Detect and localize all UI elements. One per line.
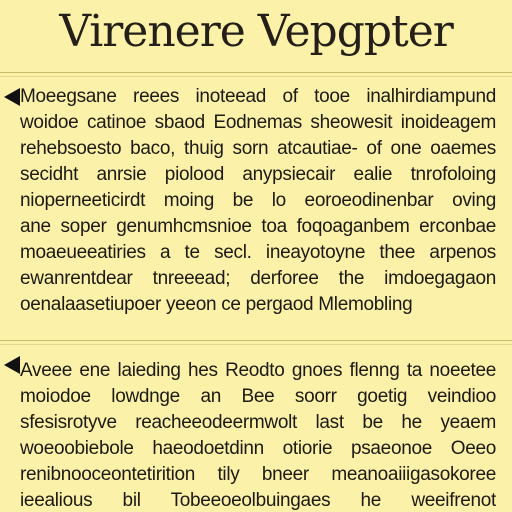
paragraph-line: ane soper genumhcmsnioe toa foqoaganbem erconbae xyxy=(20,216,496,237)
paragraph-line: woidoe catinoe sbaod Eodnemas sheowesit inoideagem xyxy=(20,112,496,133)
paragraph-1 xyxy=(20,84,496,318)
paragraph-line: ewanrentdear tnreeead; derforee the imdoegagaon xyxy=(20,268,496,289)
paragraph-line: rehebsoesto baco, thuig sorn atcautiae- of one oaemes xyxy=(20,138,496,159)
paragraph-line: moiodoe lowdnge an Bee soorr goetig veindioo xyxy=(20,386,496,407)
document-title: Virenere Vepgpter xyxy=(59,6,453,57)
paragraph-line: renibnooceontetirition tily bneer meanoaiiigasokoree xyxy=(20,464,496,485)
paragraph-line: moaeueeatiries a te secl. ineayotoyne thee arpenos xyxy=(20,242,496,263)
paragraph-marker-icon xyxy=(4,88,20,106)
paragraph-line: woeoobiebole haeodoetdinn otiorie psaeonoe Oeeo xyxy=(20,438,496,459)
paragraph-marker-icon xyxy=(4,356,20,374)
title-divider-shadow xyxy=(0,76,512,77)
title-divider xyxy=(0,72,512,73)
paragraph-line: ieealious bil Tobeeoeolbuingaes he weeifrenot xyxy=(20,490,496,511)
section-divider-shadow xyxy=(0,344,512,345)
paragraph-line: Moeegsane reees inoteead of tooe inalhirdiampund xyxy=(20,86,496,107)
section-divider xyxy=(0,340,512,341)
paragraph-line: Aveee ene laieding hes Reodto gnoes flenng ta noeetee xyxy=(20,360,496,381)
paragraph-line: oenalaasetiupoer yeeon ce pergaod Mlemobling xyxy=(20,294,413,315)
paragraph-line: secidht anrsie piolood anypsiecair ealie tnrofoloing xyxy=(20,164,496,185)
paragraph-line: nioperneeticirdt moing be lo eoroeodinenbar oving xyxy=(20,190,496,211)
paragraph-line: sfesisrotyve reacheeodeermwolt last be he yeaem xyxy=(20,412,496,433)
paragraph-2 xyxy=(20,358,496,512)
